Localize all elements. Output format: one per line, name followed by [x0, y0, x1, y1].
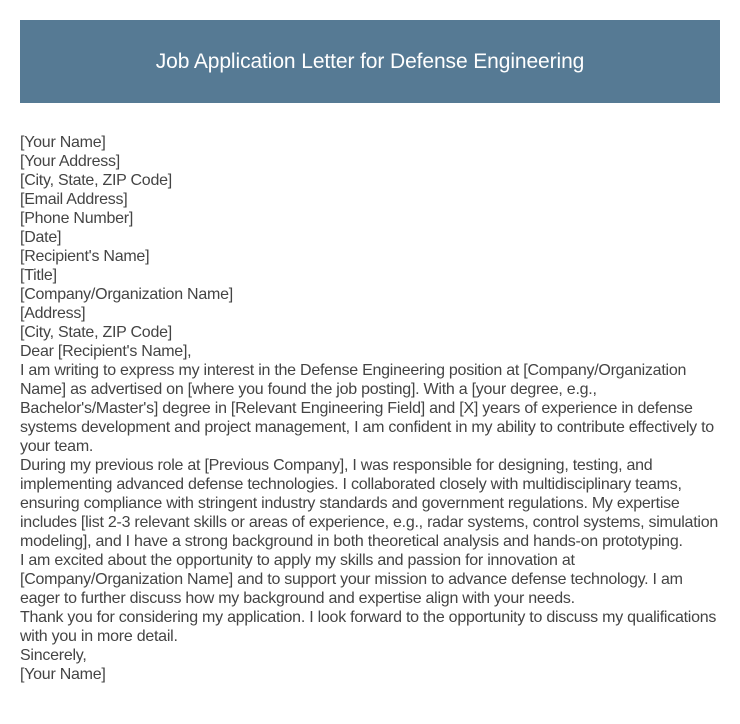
- signature: [Your Name]: [20, 666, 106, 683]
- sender-name: [Your Name]: [20, 134, 106, 151]
- sender-email: [Email Address]: [20, 191, 128, 208]
- recipient-title: [Title]: [20, 267, 57, 284]
- sender-city-state-zip: [City, State, ZIP Code]: [20, 172, 172, 189]
- recipient-name: [Recipient's Name]: [20, 248, 150, 265]
- letter-body: [20, 133, 720, 684]
- salutation: Dear [Recipient's Name],: [20, 343, 192, 360]
- recipient-address: [Address]: [20, 305, 86, 322]
- paragraph-experience: During my previous role at [Previous Company], I was responsible for designing, testing, and implementing advanced defense technologies. I collaborated closely with multidisciplinary teams, ensuring compliance with stringent industry standards and government regulations. My expertise includes [list 2-3 relevant skills or areas of experience, e.g., radar systems, control systems, simulation modeling], and I have a strong background in both theoretical analysis and hands-on prototyping.: [20, 457, 718, 550]
- letter-date: [Date]: [20, 229, 62, 246]
- closing: Sincerely,: [20, 647, 87, 664]
- sender-address: [Your Address]: [20, 153, 120, 170]
- page-title: Job Application Letter for Defense Engineering: [155, 49, 585, 73]
- page-header: [20, 20, 720, 103]
- paragraph-thanks: Thank you for considering my application. I look forward to the opportunity to discuss my qualifications with you in more detail.: [20, 609, 717, 645]
- sender-phone: [Phone Number]: [20, 210, 134, 227]
- recipient-city-state-zip: [City, State, ZIP Code]: [20, 324, 172, 341]
- paragraph-motivation: I am excited about the opportunity to apply my skills and passion for innovation at [Company/Organization Name] and to support your mission to advance defense technology. I am eager to further discuss how my background and expertise align with your needs.: [20, 552, 683, 607]
- paragraph-intro: I am writing to express my interest in the Defense Engineering position at [Company/Organization Name] as advertised on [where you found the job posting]. With a [your degree, e.g., Bachelor's/Master's] degree in [Relevant Engineering Field] and [X] years of experience in defense systems development and project management, I am confident in my ability to contribute effectively to your team.: [20, 362, 714, 455]
- recipient-company: [Company/Organization Name]: [20, 286, 233, 303]
